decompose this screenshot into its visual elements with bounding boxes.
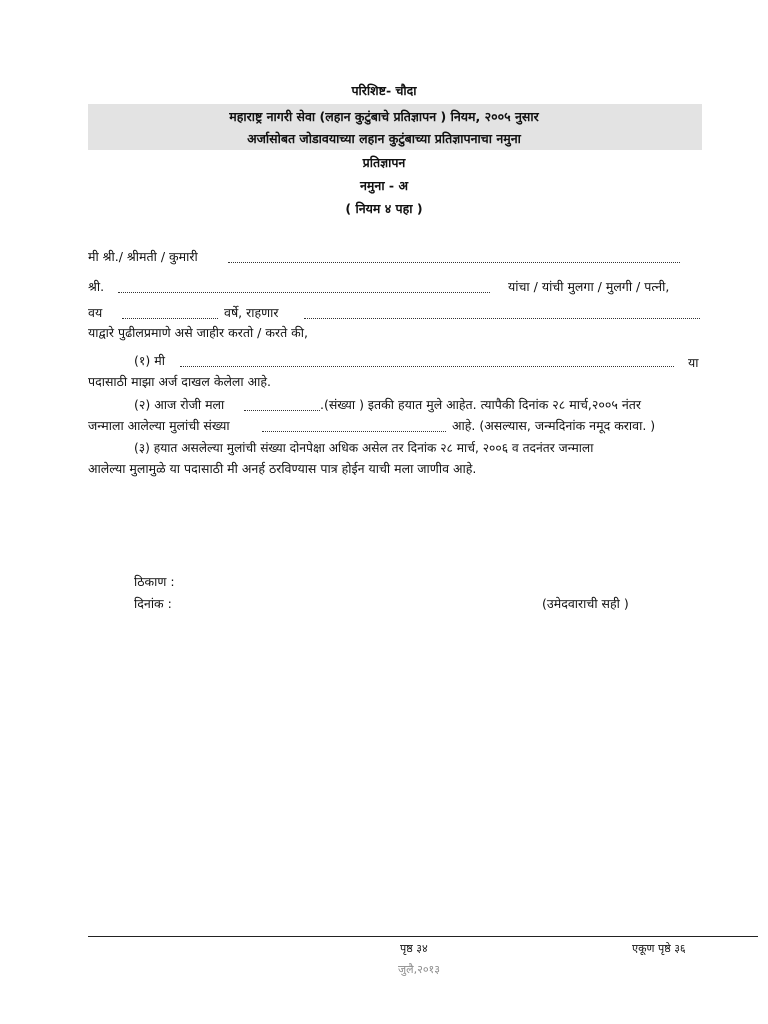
footer-divider [88, 936, 758, 937]
para2-mid: .(संख्या ) इतकी हयात मुले आहेत. त्यापैकी दिनांक २८ मार्च,२००५ नंतर [320, 397, 642, 412]
para1-start: (१) मी [134, 353, 165, 368]
post-name-blank [180, 366, 674, 367]
age-label: वय [88, 305, 103, 320]
relation-label: यांचा / यांची मुलगा / मुलगी / पत्नी, [508, 279, 670, 294]
affidavit-heading: प्रतिज्ञापन [362, 155, 406, 170]
total-pages: एकूण पृष्ठे ३६ [632, 942, 686, 955]
guardian-name-blank [118, 292, 490, 293]
para3-line1: (३) हयात असलेल्या मुलांची संख्या दोनपेक्षा अधिक असेल तर दिनांक २८ मार्च, २००६ व तदनंतर जन्माला [134, 441, 594, 455]
para1-line2: पदासाठी माझा अर्ज दाखल केलेला आहे. [88, 374, 272, 389]
para2-line2-start: जन्माला आलेल्या मुलांची संख्या [88, 418, 230, 433]
rule-reference: ( नियम ४ पहा ) [345, 201, 423, 216]
para2-start: (२) आज रोजी मला [134, 397, 225, 412]
page-number: पृष्ठ ३४ [400, 942, 428, 955]
form-number: नमुना - अ [359, 178, 409, 193]
para3-line2: आलेल्या मुलामुळे या पदासाठी मी अनर्ह ठरविण्यास पात्र होईन याची मला जाणीव आहे. [88, 461, 477, 476]
date-label: दिनांक : [134, 596, 172, 611]
name-prefix-label: मी श्री./ श्रीमती / कुमारी [88, 249, 198, 264]
appendix-heading: परिशिष्ट- चौदा [351, 83, 417, 98]
residence-blank [304, 318, 700, 319]
candidate-signature-label: (उमेदवाराची सही ) [542, 596, 629, 611]
shri-label: श्री. [88, 279, 105, 294]
name-blank [228, 262, 680, 263]
children-after-date-blank [262, 431, 446, 432]
place-label: ठिकाण : [134, 574, 175, 589]
years-resident-label: वर्षे, राहणार [224, 305, 279, 320]
form-title: अर्जासोबत जोडावयाच्या लहान कुटुंबाच्या प्रतिज्ञापनाचा नमुना [247, 131, 521, 146]
rule-title: महाराष्ट्र नागरी सेवा (लहान कुटुंबाचे प्रतिज्ञापन ) नियम, २००५ नुसार [229, 109, 539, 124]
declaration-line: याद्वारे पुढीलप्रमाणे असे जाहीर करतो / करते की, [88, 325, 308, 340]
footer-date: जुलै,२०१३ [398, 963, 440, 976]
children-count-blank [244, 410, 320, 411]
para1-end: या [688, 355, 699, 370]
age-blank [122, 318, 218, 319]
para2-line2-end: आहे. (असल्यास, जन्मदिनांक नमूद करावा. ) [452, 418, 656, 433]
